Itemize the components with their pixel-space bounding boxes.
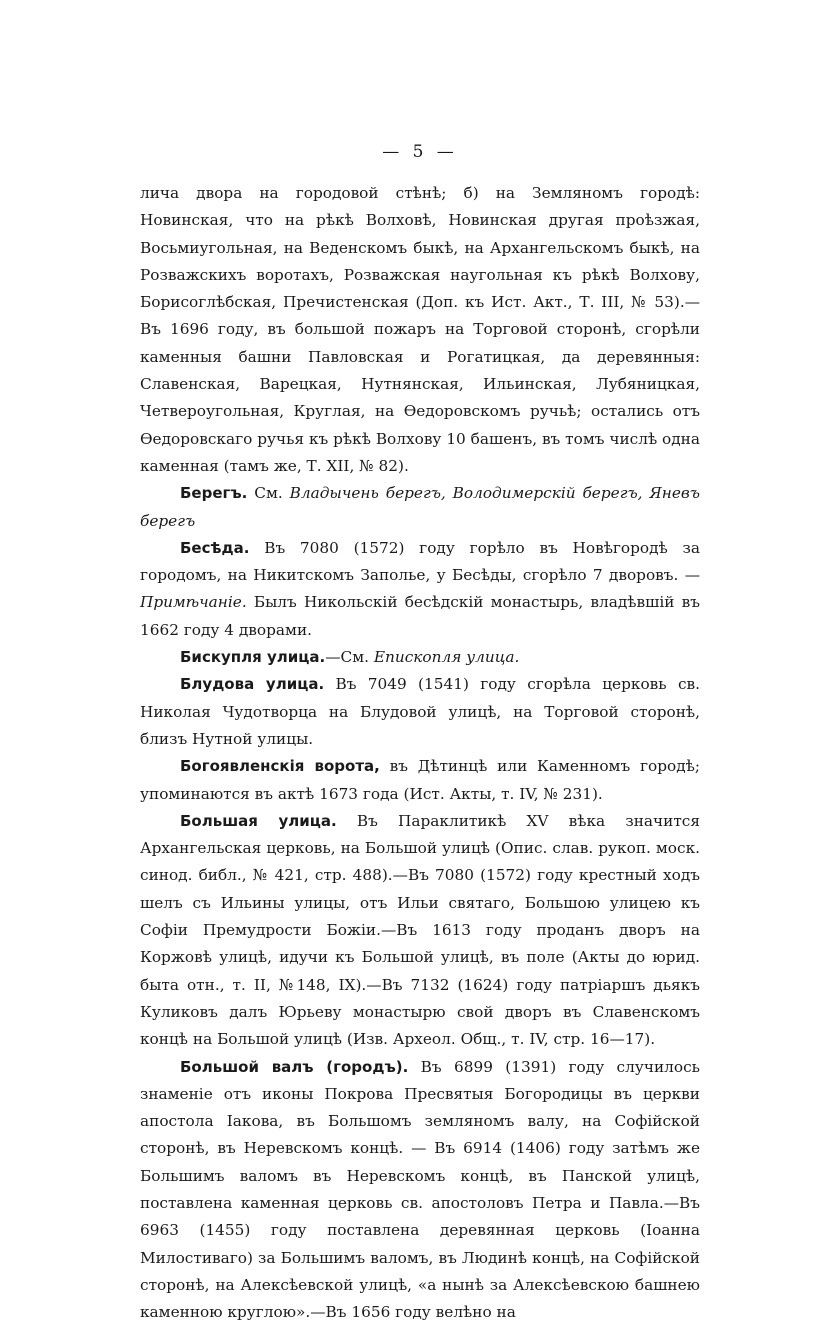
page-number: — 5 — (0, 142, 840, 162)
entry-text: Въ 7049 (1541) году сгорѣла церковь св. Николая Чудотворца на Блудовой улицѣ, на Торговой сторонѣ, близъ Нутной улицы. (140, 675, 700, 748)
page-body (140, 180, 700, 1326)
entry-headword: Большой валъ (городъ). (180, 1058, 408, 1076)
entry-bereg (140, 480, 700, 535)
entry-bolshaya-ulitsa (140, 808, 700, 1054)
entry-text: Въ Параклитикѣ XV вѣка значится Архангельская церковь, на Большой улицѣ (Опис. слав. рукоп. моск. синод. библ., № 421, стр. 488).—Въ 7080 (1572) году крестный ходъ шелъ съ Ильины улицы, отъ Ильи святаго, Большою улицею къ Софіи Премудрости Божіи.—Въ 1613 году проданъ дворъ на Коржовѣ улицѣ, идучи къ Большой улицѣ, въ поле (Акты до юрид. быта отн., т. II, №148, IX).—Въ 7132 (1624) году патріаршъ дьякъ Куликовъ далъ Юрьеву монастырю свой дворъ въ Славенскомъ концѣ на Большой улицѣ (Изв. Археол. Общ., т. IV, стр. 16—17). (140, 812, 700, 1048)
entry-headword: Большая улица. (180, 812, 337, 830)
entry-headword: Богоявленскія ворота, (180, 757, 380, 775)
entry-text: Въ 6899 (1391) году случилось знаменіе отъ иконы Покрова Пресвятыя Богородицы въ церкви апостола Іакова, въ Большомъ земляномъ валу, на Софійской сторонѣ, въ Неревскомъ концѣ. — Въ 6914 (1406) году затѣмъ же Большимъ валомъ въ Неревскомъ концѣ, въ Панской улицѣ, поставлена каменная церковь св. апостоловъ Петра и Павла.—Въ 6963 (1455) году поставлена деревянная церковь (Іоанна Милостиваго) за Большимъ валомъ, въ Людинѣ концѣ, на Софійской сторонѣ, на Алексѣевской улицѣ, «а нынѣ за Алексѣевскою башнею каменною круглою».—Въ 1656 году велѣно на (140, 1058, 700, 1322)
entry-bolshoy-val (140, 1054, 700, 1326)
entry-biskuplya (140, 644, 700, 671)
entry-headword: Бесѣда. (180, 539, 249, 557)
entry-headword: Блудова улица. (180, 675, 324, 693)
see-label: См. (254, 484, 282, 502)
entry-headword: Бискупля улица. (180, 648, 325, 666)
cross-reference: Владычень берегъ, Володимерскій берегъ, Яневъ берегъ (140, 484, 700, 529)
cross-reference: Епископля улица. (374, 648, 520, 666)
entry-text: Въ 7080 (1572) году горѣло въ Новѣгородѣ за городомъ, на Никитскомъ Заполье, у Бесѣды, сгорѣло 7 дворовъ. — (140, 539, 700, 584)
entry-beseda (140, 535, 700, 644)
see-label: —См. (325, 648, 369, 666)
entry-bludova (140, 671, 700, 753)
paragraph-towers-continued: лича двора на городовой стѣнѣ; б) на Земляномъ городѣ: Новинская, что на рѣкѣ Волховѣ, Новинская другая проѣзжая, Восьмиугольная, на Веденскомъ быкѣ, на Архангельскомъ быкѣ, на Розважскихъ воротахъ, Розважская наугольная къ рѣкѣ Волхову, Борисоглѣбская, Пречистенская (Доп. къ Ист. Акт., Т. III, № 53).—Въ 1696 году, въ большой пожаръ на Торговой сторонѣ, сгорѣли каменныя башни Павловская и Рогатицкая, да деревянныя: Славенская, Варецкая, Нутнянская, Ильинская, Лубяницкая, Четвероугольная, Круглая, на Ѳедоровскомъ ручьѣ; остались отъ Ѳедоровскаго ручья къ рѣкѣ Волхову 10 башенъ, въ томъ числѣ одна каменная (тамъ же, Т. XII, № 82). (140, 180, 700, 480)
entry-headword: Берегъ. (180, 484, 247, 502)
entry-bogoyavlenskiya (140, 753, 700, 808)
entry-text: въ Дѣтинцѣ или Каменномъ городѣ; упоминаются въ актѣ 1673 года (Ист. Акты, т. IV, № 231). (140, 757, 700, 802)
note-text: Былъ Никольскій бесѣдскій монастырь, владѣвшій въ 1662 году 4 дворами. (140, 593, 700, 638)
note-label: Примѣчаніе. (140, 593, 247, 611)
